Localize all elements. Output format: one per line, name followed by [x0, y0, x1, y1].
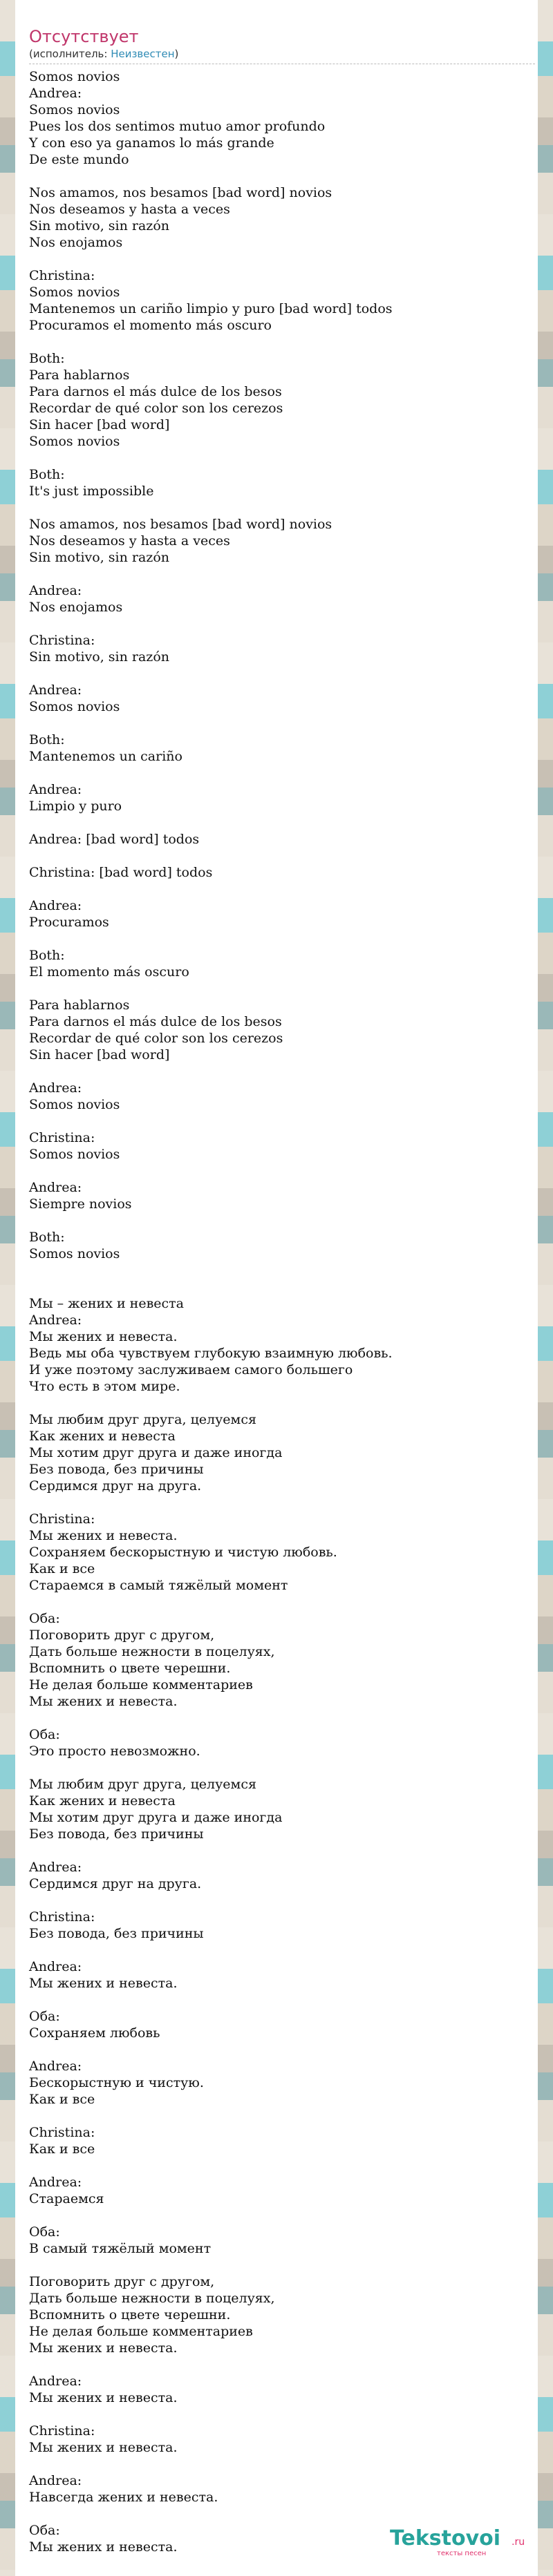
lyrics-blank-line	[29, 931, 534, 947]
lyrics-line: Стараемся в самый тяжёлый момент	[29, 1578, 288, 1593]
lyrics-blank-line	[29, 616, 534, 632]
lyrics-line: Christina: [bad word] todos	[29, 865, 213, 880]
lyrics-blank-line	[29, 1942, 534, 1958]
logo-name: Tekstovoi	[390, 2526, 501, 2550]
lyrics-blank-line	[29, 499, 534, 516]
lyrics-line: Para hablarnos	[29, 368, 130, 383]
performer-prefix: (исполнитель:	[29, 48, 111, 60]
lyrics-blank-line	[29, 334, 534, 350]
lyrics-line: Sin hacer [bad word]	[29, 1047, 170, 1062]
lyrics-line: Сердимся друг на друга.	[29, 1478, 202, 1494]
lyrics-line: Sin hacer [bad word]	[29, 417, 170, 432]
lyrics-line: De este mundo	[29, 152, 129, 167]
lyrics-blank-line	[29, 2157, 534, 2174]
lyrics-line: Мы жених и невеста.	[29, 1528, 178, 1543]
lyrics-line: Мы жених и невеста.	[29, 2440, 178, 2455]
lyrics-line: Мы жених и невеста.	[29, 1329, 178, 1344]
lyrics-line: Christina:	[29, 1909, 95, 1925]
lyrics-blank-line	[29, 450, 534, 466]
lyrics-line: Recordar de qué color son los cerezos	[29, 1031, 283, 1046]
lyrics-line: Andrea:	[29, 1959, 82, 1974]
lyrics-blank-line	[29, 2257, 534, 2273]
lyrics-line: Сохраняем любовь	[29, 2025, 160, 2041]
lyrics-line: Nos enojamos	[29, 600, 123, 615]
lyrics-line: Мы жених и невеста.	[29, 2539, 178, 2555]
lyrics-line: Christina:	[29, 268, 95, 283]
lyrics-blank-line	[29, 251, 534, 267]
lyrics-line: Nos deseamos y hasta a veces	[29, 533, 230, 548]
lyrics-line: Как жених и невеста	[29, 1793, 176, 1809]
lyrics-line: Sin motivo, sin razón	[29, 218, 169, 233]
lyrics-line: Andrea: [bad word] todos	[29, 832, 200, 847]
lyrics-line: Para hablarnos	[29, 998, 130, 1013]
lyrics-line: Andrea:	[29, 683, 82, 698]
lyrics-line: Andrea:	[29, 2175, 82, 2190]
lyrics-line: Andrea:	[29, 2473, 82, 2488]
lyrics-line: El momento más oscuro	[29, 964, 189, 980]
lyrics-blank-line	[29, 2108, 534, 2124]
lyrics-line: Recordar de qué color son los cerezos	[29, 401, 283, 416]
lyrics-line: Оба:	[29, 2224, 60, 2240]
lyrics-line: Somos novios	[29, 102, 120, 117]
lyrics-line: Как жених и невеста	[29, 1429, 176, 1444]
lyrics-line: Somos novios	[29, 69, 120, 84]
performer-line	[29, 47, 178, 61]
lyrics-line: Somos novios	[29, 1097, 120, 1112]
lyrics-line: Para darnos el más dulce de los besos	[29, 384, 282, 399]
lyrics-line: Мы любим друг друга, целуемся	[29, 1777, 256, 1792]
lyrics-blank-line	[29, 2356, 534, 2373]
site-logo[interactable]	[390, 2526, 528, 2561]
lyrics-line: Christina:	[29, 2423, 95, 2439]
lyrics-line: Вспомнить о цвете черешни.	[29, 1661, 231, 1676]
lyrics-blank-line	[29, 881, 534, 897]
lyrics-line: Оба:	[29, 2009, 60, 2024]
lyrics-line: Дать больше нежности в поцелуях,	[29, 1644, 275, 1659]
lyrics-line: Mantenemos un cariño limpio y puro [bad word] todos	[29, 301, 393, 316]
lyrics-line: Christina:	[29, 633, 95, 648]
lyrics-blank-line	[29, 566, 534, 582]
lyrics-blank-line	[29, 1279, 534, 1295]
lyrics-blank-line	[29, 1262, 534, 1279]
lyrics-blank-line	[29, 1113, 534, 1129]
lyrics-line: Christina:	[29, 2125, 95, 2140]
lyrics-line: Pues los dos sentimos mutuo amor profundo	[29, 119, 326, 134]
lyrics-text	[29, 68, 534, 2555]
lyrics-line: It's just impossible	[29, 484, 154, 499]
lyrics-line: Andrea:	[29, 583, 82, 598]
right-decorative-border	[538, 0, 553, 2576]
lyrics-blank-line	[29, 2506, 534, 2522]
lyrics-line: Стараемся	[29, 2191, 104, 2206]
lyrics-line: Мы жених и невеста.	[29, 2340, 178, 2356]
lyrics-line: Мы хотим друг друга и даже иногда	[29, 1445, 283, 1460]
lyrics-page	[15, 0, 538, 2576]
lyrics-line: Limpio y puro	[29, 799, 122, 814]
lyrics-line: Как и все	[29, 2092, 95, 2107]
lyrics-blank-line	[29, 980, 534, 997]
lyrics-line: Как и все	[29, 1561, 95, 1576]
lyrics-line: Y con eso ya ganamos lo más grande	[29, 135, 274, 151]
lyrics-line: Мы жених и невеста.	[29, 2390, 178, 2405]
lyrics-line: Оба:	[29, 2523, 60, 2538]
lyrics-line: Andrea:	[29, 2374, 82, 2389]
lyrics-line: Оба:	[29, 1611, 60, 1626]
lyrics-line: Nos deseamos y hasta a veces	[29, 202, 230, 217]
lyrics-blank-line	[29, 1842, 534, 1859]
lyrics-blank-line	[29, 168, 534, 184]
lyrics-line: Somos novios	[29, 699, 120, 714]
lyrics-line: Навсегда жених и невеста.	[29, 2490, 218, 2505]
lyrics-line: Both:	[29, 732, 65, 747]
lyrics-blank-line	[29, 1063, 534, 1080]
lyrics-blank-line	[29, 2456, 534, 2472]
lyrics-line: Procuramos el momento más oscuro	[29, 318, 272, 333]
lyrics-line: Не делая больше комментариев	[29, 2324, 253, 2339]
lyrics-line: Мы хотим друг друга и даже иногда	[29, 1810, 283, 1825]
lyrics-line: Somos novios	[29, 285, 120, 300]
lyrics-blank-line	[29, 715, 534, 732]
left-decorative-border	[0, 0, 15, 2576]
lyrics-line: Что есть в этом мире.	[29, 1379, 180, 1394]
lyrics-line: Ведь мы оба чувствуем глубокую взаимную любовь.	[29, 1346, 393, 1361]
lyrics-line: Andrea:	[29, 1180, 82, 1195]
lyrics-line: Sin motivo, sin razón	[29, 550, 169, 565]
lyrics-line: Procuramos	[29, 915, 109, 930]
lyrics-line: Не делая больше комментариев	[29, 1677, 253, 1692]
lyrics-line: Nos amamos, nos besamos [bad word] novios	[29, 517, 332, 532]
lyrics-line: Both:	[29, 1230, 65, 1245]
lyrics-line: Nos enojamos	[29, 235, 123, 250]
lyrics-line: Оба:	[29, 1727, 60, 1742]
lyrics-line: Как и все	[29, 2141, 95, 2157]
lyrics-blank-line	[29, 665, 534, 682]
lyrics-line: И уже поэтому заслуживаем самого большего	[29, 1362, 353, 1377]
lyrics-line: Это просто невозможно.	[29, 1744, 200, 1759]
lyrics-line: Sin motivo, sin razón	[29, 649, 169, 665]
lyrics-blank-line	[29, 2406, 534, 2423]
lyrics-line: Andrea:	[29, 86, 82, 101]
lyrics-line: Siempre novios	[29, 1196, 132, 1212]
lyrics-line: Andrea:	[29, 898, 82, 913]
lyrics-blank-line	[29, 1892, 534, 1909]
lyrics-blank-line	[29, 1395, 534, 1411]
lyrics-line: Andrea:	[29, 1080, 82, 1096]
lyrics-line: Andrea:	[29, 1313, 82, 1328]
lyrics-line: Both:	[29, 467, 65, 482]
lyrics-line: Christina:	[29, 1130, 95, 1145]
lyrics-line: Andrea:	[29, 782, 82, 797]
lyrics-blank-line	[29, 1494, 534, 1511]
lyrics-blank-line	[29, 1759, 534, 1776]
lyrics-line: Both:	[29, 948, 65, 963]
lyrics-blank-line	[29, 2207, 534, 2224]
performer-suffix: )	[174, 48, 179, 60]
performer-link[interactable]: Неизвестен	[111, 48, 175, 60]
lyrics-line: Somos novios	[29, 1246, 120, 1261]
lyrics-line: Nos amamos, nos besamos [bad word] novios	[29, 185, 332, 200]
lyrics-line: Andrea:	[29, 1860, 82, 1875]
lyrics-line: Andrea:	[29, 2059, 82, 2074]
lyrics-line: Без повода, без причины	[29, 1926, 204, 1941]
lyrics-line: Поговорить друг с другом,	[29, 1628, 215, 1643]
lyrics-line: Бескорыстную и чистую.	[29, 2075, 204, 2090]
lyrics-line: Christina:	[29, 1511, 95, 1527]
lyrics-line: Мы жених и невеста.	[29, 1976, 178, 1991]
lyrics-line: Мы – жених и невеста	[29, 1296, 184, 1311]
lyrics-line: Somos novios	[29, 434, 120, 449]
lyrics-blank-line	[29, 1212, 534, 1229]
lyrics-line: Mantenemos un cariño	[29, 749, 182, 764]
lyrics-line: Без повода, без причины	[29, 1462, 204, 1477]
logo-domain: .ru	[512, 2537, 525, 2548]
lyrics-line: Somos novios	[29, 1147, 120, 1162]
logo-tagline: тексты песен	[437, 2550, 487, 2557]
lyrics-line: Сердимся друг на друга.	[29, 1876, 202, 1891]
lyrics-line: Мы любим друг друга, целуемся	[29, 1412, 256, 1427]
song-title: Отсутствует	[29, 27, 139, 46]
lyrics-line: Para darnos el más dulce de los besos	[29, 1014, 282, 1029]
lyrics-line: Both:	[29, 351, 65, 366]
lyrics-blank-line	[29, 848, 534, 864]
lyrics-line: Сохраняем бескорыстную и чистую любовь.	[29, 1545, 337, 1560]
lyrics-blank-line	[29, 814, 534, 831]
lyrics-blank-line	[29, 1594, 534, 1610]
lyrics-blank-line	[29, 1710, 534, 1726]
lyrics-blank-line	[29, 2041, 534, 2058]
lyrics-line: Мы жених и невеста.	[29, 1694, 178, 1709]
lyrics-line: Без повода, без причины	[29, 1826, 204, 1842]
lyrics-line: Поговорить друг с другом,	[29, 2274, 215, 2289]
lyrics-line: Дать больше нежности в поцелуях,	[29, 2291, 275, 2306]
lyrics-line: В самый тяжёлый момент	[29, 2241, 212, 2256]
lyrics-line: Вспомнить о цвете черешни.	[29, 2307, 231, 2322]
lyrics-blank-line	[29, 1163, 534, 1179]
lyrics-blank-line	[29, 1992, 534, 2008]
lyrics-blank-line	[29, 765, 534, 781]
